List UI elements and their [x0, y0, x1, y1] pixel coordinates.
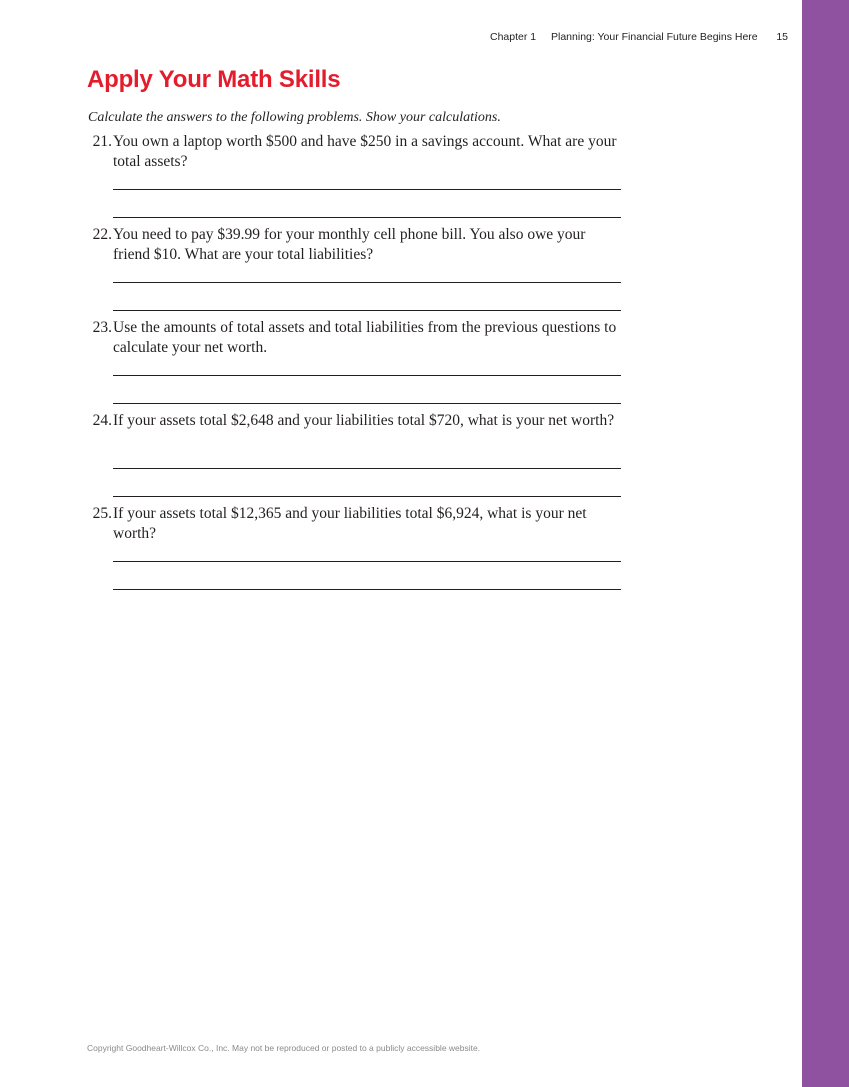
section-heading: Apply Your Math Skills — [87, 66, 341, 93]
question-number: 21. — [92, 133, 112, 150]
answer-line-24-a[interactable] — [113, 468, 621, 469]
answer-line-22-a[interactable] — [113, 282, 621, 283]
question-text: If your assets total $2,648 and your liabilities total $720, what is your net worth? — [113, 412, 615, 429]
question-number: 24. — [92, 412, 112, 429]
answer-line-23-b[interactable] — [113, 403, 621, 404]
chapter-label: Chapter 1 — [490, 31, 537, 43]
question-number: 22. — [92, 226, 112, 243]
question-number: 25. — [92, 505, 112, 522]
answer-line-21-a[interactable] — [113, 189, 621, 190]
answer-line-24-b[interactable] — [113, 496, 621, 497]
question-text: Use the amounts of total assets and total liabilities from the previous questions to calculate your net worth. — [113, 319, 617, 356]
chapter-title: Planning: Your Financial Future Begins Here — [551, 31, 758, 43]
question-text: You own a laptop worth $500 and have $250 in a savings account. What are your total assets? — [113, 133, 617, 170]
answer-line-22-b[interactable] — [113, 310, 621, 311]
answer-line-25-b[interactable] — [113, 589, 621, 590]
question-text: If your assets total $12,365 and your liabilities total $6,924, what is your net worth? — [113, 505, 587, 542]
question-text: You need to pay $39.99 for your monthly cell phone bill. You also owe your friend $10. What are your total liabilities? — [113, 226, 586, 263]
answer-line-21-b[interactable] — [113, 217, 621, 218]
chapter-color-bar — [802, 0, 849, 1087]
copyright-footer: Copyright Goodheart-Willcox Co., Inc. May not be reproduced or posted to a publicly accessible website. — [87, 1043, 481, 1053]
answer-line-25-a[interactable] — [113, 561, 621, 562]
section-instructions: Calculate the answers to the following problems. Show your calculations. — [88, 110, 501, 125]
page-number: 15 — [776, 31, 788, 43]
answer-line-23-a[interactable] — [113, 375, 621, 376]
question-number: 23. — [92, 319, 112, 336]
running-header — [380, 31, 788, 45]
